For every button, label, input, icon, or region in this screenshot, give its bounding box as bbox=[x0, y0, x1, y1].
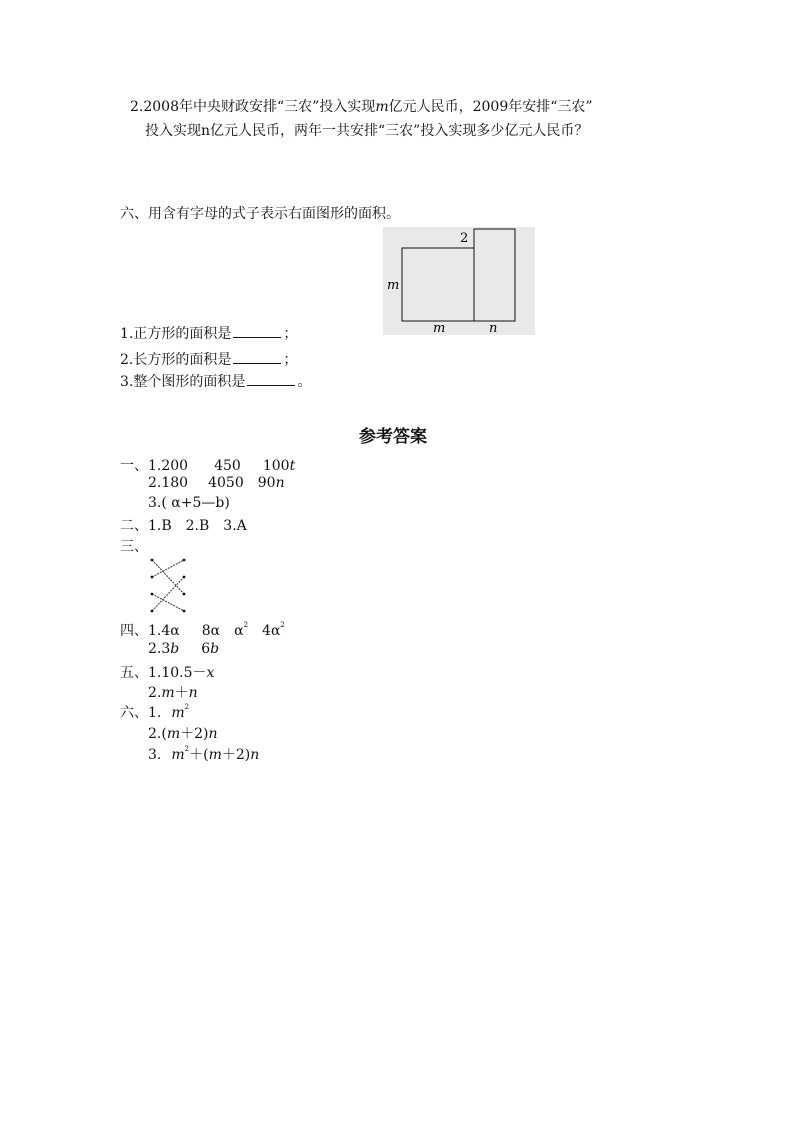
answer-value: ＋( bbox=[189, 747, 209, 763]
answer-blank-1[interactable] bbox=[233, 323, 281, 338]
variable-m: m bbox=[161, 685, 175, 701]
answer-1-line-1 bbox=[120, 455, 295, 475]
answer-value: 2. bbox=[148, 685, 162, 701]
answer-value: ＋2) bbox=[221, 747, 251, 763]
q3-text: 3.整个图形的面积是 bbox=[120, 374, 246, 390]
answer-1-line-3: 3.( α+5—b) bbox=[148, 495, 230, 511]
answer-1-line-2 bbox=[148, 475, 285, 491]
label-bottom-right: n bbox=[489, 321, 498, 335]
matching-lines-diagram bbox=[148, 553, 188, 613]
answer-value: 4050 bbox=[208, 475, 244, 491]
variable-n: n bbox=[275, 475, 285, 491]
variable-m: m bbox=[171, 747, 185, 763]
answer-value: 90 bbox=[257, 475, 276, 491]
area-figure bbox=[383, 227, 535, 335]
answer-value: 8α bbox=[201, 623, 221, 639]
square-shape bbox=[402, 248, 474, 321]
answer-value: 1.10.5－ bbox=[148, 665, 207, 681]
answer-value: 2.( bbox=[148, 726, 167, 742]
question-2-text: 亿元人民币，2009年安排“三农” bbox=[388, 99, 593, 115]
answer-4-line-1 bbox=[120, 620, 285, 640]
answer-3-prefix: 三、 bbox=[120, 539, 148, 555]
variable-m: m bbox=[171, 705, 185, 721]
q2-end: ； bbox=[283, 352, 298, 368]
variable-m: m bbox=[166, 726, 181, 742]
variable-n: n bbox=[250, 747, 260, 763]
exponent: 2 bbox=[280, 621, 285, 629]
answer-value: 450 bbox=[214, 458, 241, 474]
q1-text: 1.正方形的面积是 bbox=[120, 326, 232, 342]
rectangle-shape bbox=[474, 229, 515, 321]
question-2-text: 2.2008年中央财政安排“三农”投入实现 bbox=[130, 99, 376, 115]
variable-n: n bbox=[208, 726, 218, 742]
answer-value: 4α bbox=[262, 623, 281, 639]
answer-value: α bbox=[234, 623, 244, 639]
answer-6-line-1 bbox=[120, 702, 189, 722]
answer-value: 6 bbox=[201, 641, 211, 657]
variable-b: b bbox=[210, 641, 220, 657]
answer-value: 100 bbox=[262, 458, 290, 474]
answer-5-line-1 bbox=[120, 662, 214, 682]
answer-blank-3[interactable] bbox=[247, 371, 295, 386]
answer-value: 2.3 bbox=[148, 641, 171, 657]
answer-5-prefix: 五、 bbox=[120, 665, 148, 681]
answer-value: 1.4α bbox=[148, 623, 180, 639]
answer-5-line-2 bbox=[148, 682, 198, 702]
answer-value: 2.180 bbox=[148, 475, 189, 491]
variable-x: x bbox=[206, 665, 215, 681]
exponent: 2 bbox=[184, 745, 190, 753]
variable-m: m bbox=[208, 747, 222, 763]
answer-value: ＋2) bbox=[180, 726, 209, 742]
section-6-q3 bbox=[120, 371, 311, 391]
answer-2: 二、1.B 2.B 3.A bbox=[120, 518, 247, 534]
answer-value: 1.200 bbox=[148, 458, 189, 474]
answer-6-line-3 bbox=[148, 744, 259, 764]
answers-title: 参考答案 bbox=[359, 427, 427, 447]
answer-1-prefix: 一、 bbox=[120, 458, 148, 474]
variable-m: m bbox=[375, 99, 389, 115]
plus-sign: ＋ bbox=[174, 685, 189, 701]
variable-b: b bbox=[170, 641, 180, 657]
answer-6-prefix: 六、 bbox=[120, 705, 148, 721]
answer-6-line-2 bbox=[148, 723, 218, 743]
section-6-heading: 六、用含有字母的式子表示右面图形的面积。 bbox=[120, 206, 400, 222]
answer-value: 3. bbox=[148, 747, 162, 763]
label-left: m bbox=[387, 278, 400, 293]
q2-text: 2.长方形的面积是 bbox=[120, 352, 232, 368]
answer-value: 1. bbox=[148, 705, 162, 721]
variable-n: n bbox=[188, 685, 198, 701]
label-top: 2 bbox=[460, 231, 469, 246]
exponent: 2 bbox=[184, 703, 190, 711]
q3-end: 。 bbox=[297, 374, 312, 390]
variable-t: t bbox=[289, 458, 296, 474]
q1-end: ； bbox=[283, 326, 298, 342]
answer-4-line-2 bbox=[148, 641, 219, 657]
answer-4-prefix: 四、 bbox=[120, 623, 148, 639]
question-2-line-2: 投入实现n亿元人民币，两年一共安排“三农”投入实现多少亿元人民币？ bbox=[145, 123, 589, 139]
answer-blank-2[interactable] bbox=[233, 349, 281, 364]
exponent: 2 bbox=[243, 621, 249, 629]
section-6-q2 bbox=[120, 349, 297, 369]
section-6-q1 bbox=[120, 323, 297, 343]
label-bottom-left: m bbox=[433, 321, 446, 335]
question-2-line-1 bbox=[130, 96, 593, 116]
